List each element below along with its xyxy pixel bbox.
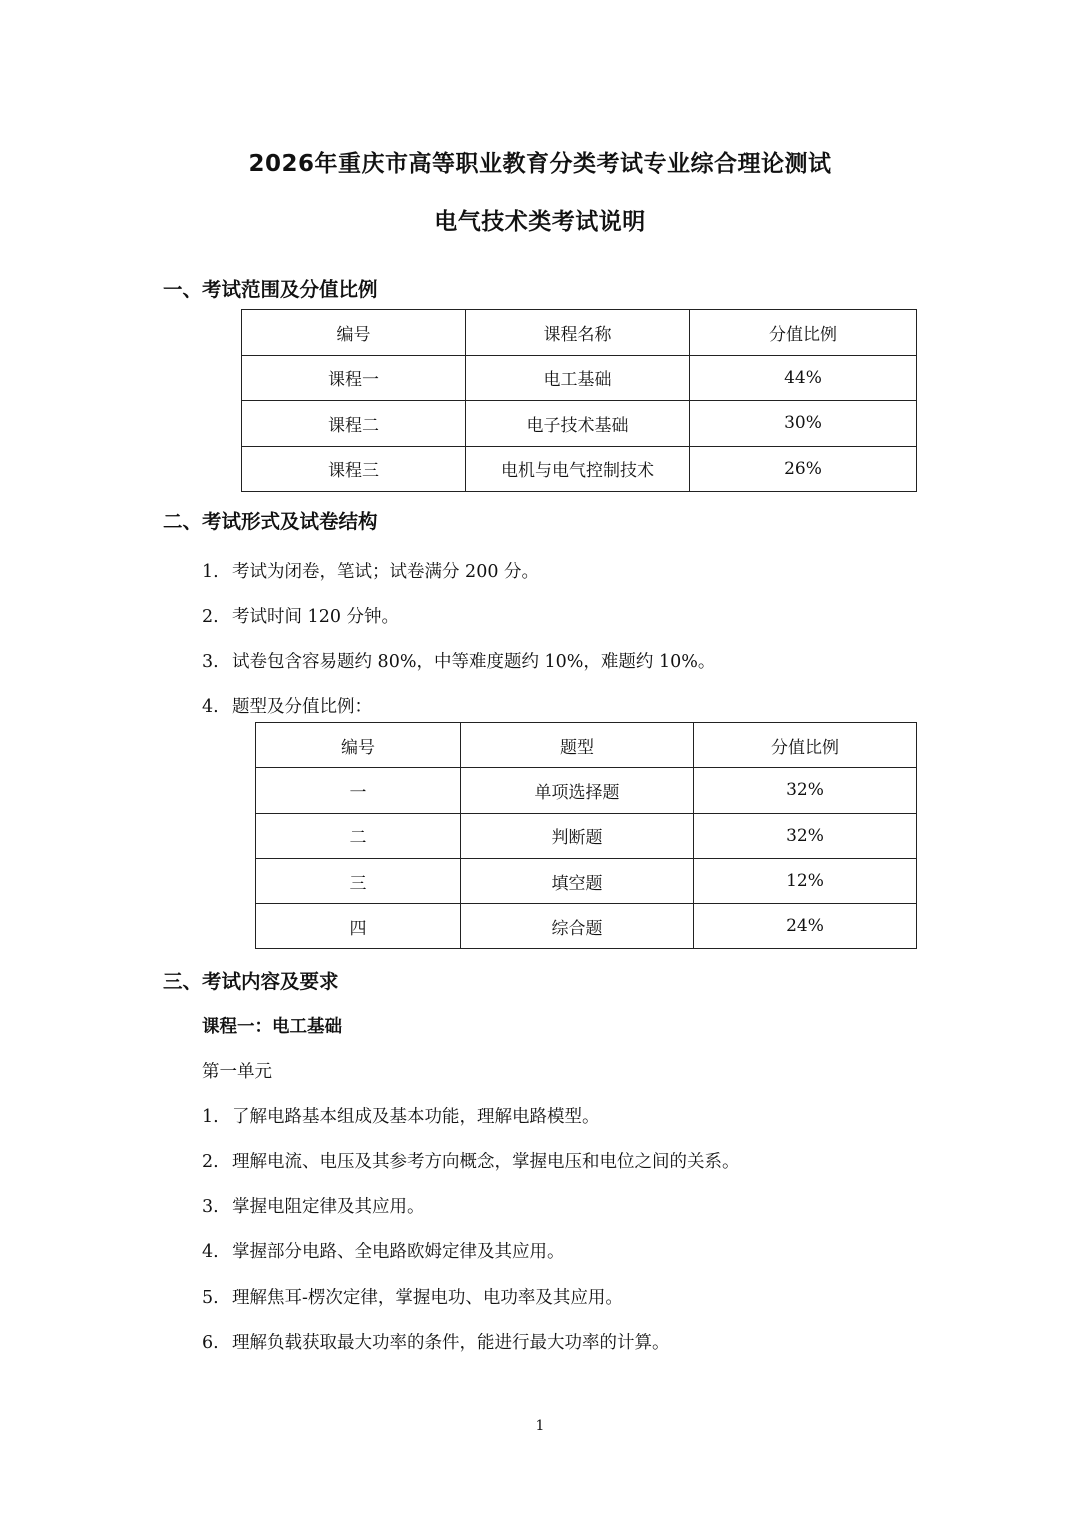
list-item-number: 1.	[202, 1107, 219, 1127]
list-item	[202, 1103, 600, 1128]
list-item-text: 掌握电阻定律及其应用。	[232, 1197, 425, 1217]
list-item	[202, 558, 539, 583]
table-cell: 30%	[690, 401, 917, 447]
table-header-cell: 课程名称	[466, 310, 690, 356]
list-item-text: 题型及分值比例：	[232, 697, 372, 717]
table-row	[256, 813, 917, 858]
list-item-number: 2.	[202, 1152, 219, 1172]
table-cell: 课程二	[242, 401, 466, 447]
list-item	[202, 1193, 425, 1218]
list-item-number: 3.	[202, 652, 219, 672]
list-item-number: 6.	[202, 1333, 219, 1353]
table-cell: 判断题	[461, 813, 694, 858]
course-heading: 课程一：电工基础	[202, 1017, 342, 1037]
document-subtitle: 电气技术类考试说明	[434, 209, 646, 235]
unit-label: 第一单元	[202, 1062, 272, 1082]
table-cell: 填空题	[461, 858, 694, 903]
table-row	[256, 904, 917, 949]
list-item	[202, 1148, 740, 1173]
table-cell: 32%	[694, 813, 917, 858]
table-cell: 四	[256, 904, 461, 949]
table-header-cell: 分值比例	[690, 310, 917, 356]
table-row	[256, 768, 917, 813]
table-row	[242, 401, 917, 447]
table-cell: 电子技术基础	[466, 401, 690, 447]
list-item-text: 了解电路基本组成及基本功能，理解电路模型。	[232, 1107, 600, 1127]
list-item-number: 2.	[202, 607, 219, 627]
question-type-table	[255, 722, 917, 949]
list-item	[202, 1329, 670, 1354]
table-cell: 26%	[690, 446, 917, 492]
list-item	[202, 648, 715, 673]
table-row	[242, 446, 917, 492]
table-cell: 24%	[694, 904, 917, 949]
table-header-cell: 编号	[242, 310, 466, 356]
section-heading-scope: 一、考试范围及分值比例	[163, 278, 378, 301]
list-item-number: 3.	[202, 1197, 219, 1217]
table-cell: 12%	[694, 858, 917, 903]
table-row	[242, 355, 917, 401]
table-header-cell: 编号	[256, 723, 461, 768]
table-cell: 单项选择题	[461, 768, 694, 813]
list-item-text: 理解电流、电压及其参考方向概念，掌握电压和电位之间的关系。	[232, 1152, 740, 1172]
table-cell: 课程一	[242, 355, 466, 401]
course-weight-table	[241, 309, 917, 492]
document-title: 2026年重庆市高等职业教育分类考试专业综合理论测试	[248, 151, 832, 177]
table-row	[256, 858, 917, 903]
list-item-text: 掌握部分电路、全电路欧姆定律及其应用。	[232, 1242, 565, 1262]
list-item-text: 理解负载获取最大功率的条件，能进行最大功率的计算。	[232, 1333, 670, 1353]
list-item-number: 4.	[202, 697, 219, 717]
table-header-row	[256, 723, 917, 768]
table-cell: 电机与电气控制技术	[466, 446, 690, 492]
list-item	[202, 603, 399, 628]
table-header-cell: 题型	[461, 723, 694, 768]
list-item-text: 考试为闭卷，笔试；试卷满分 200 分。	[232, 562, 540, 582]
table-cell: 三	[256, 858, 461, 903]
table-cell: 一	[256, 768, 461, 813]
table-header-cell: 分值比例	[694, 723, 917, 768]
section-heading-content: 三、考试内容及要求	[163, 970, 339, 993]
page-number: 1	[535, 1418, 545, 1434]
table-header-row	[242, 310, 917, 356]
list-item-number: 4.	[202, 1242, 219, 1262]
section-heading-format: 二、考试形式及试卷结构	[163, 510, 378, 533]
list-item	[202, 693, 372, 718]
table-cell: 44%	[690, 355, 917, 401]
table-cell: 二	[256, 813, 461, 858]
table-cell: 课程三	[242, 446, 466, 492]
table-cell: 综合题	[461, 904, 694, 949]
table-cell: 32%	[694, 768, 917, 813]
list-item	[202, 1238, 565, 1263]
list-item-number: 5.	[202, 1288, 219, 1308]
table-cell: 电工基础	[466, 355, 690, 401]
list-item-number: 1.	[202, 562, 219, 582]
list-item-text: 理解焦耳-楞次定律，掌握电功、电功率及其应用。	[232, 1288, 623, 1308]
list-item-text: 试卷包含容易题约 80%，中等难度题约 10%，难题约 10%。	[232, 652, 716, 672]
list-item-text: 考试时间 120 分钟。	[232, 607, 400, 627]
list-item	[202, 1284, 623, 1309]
